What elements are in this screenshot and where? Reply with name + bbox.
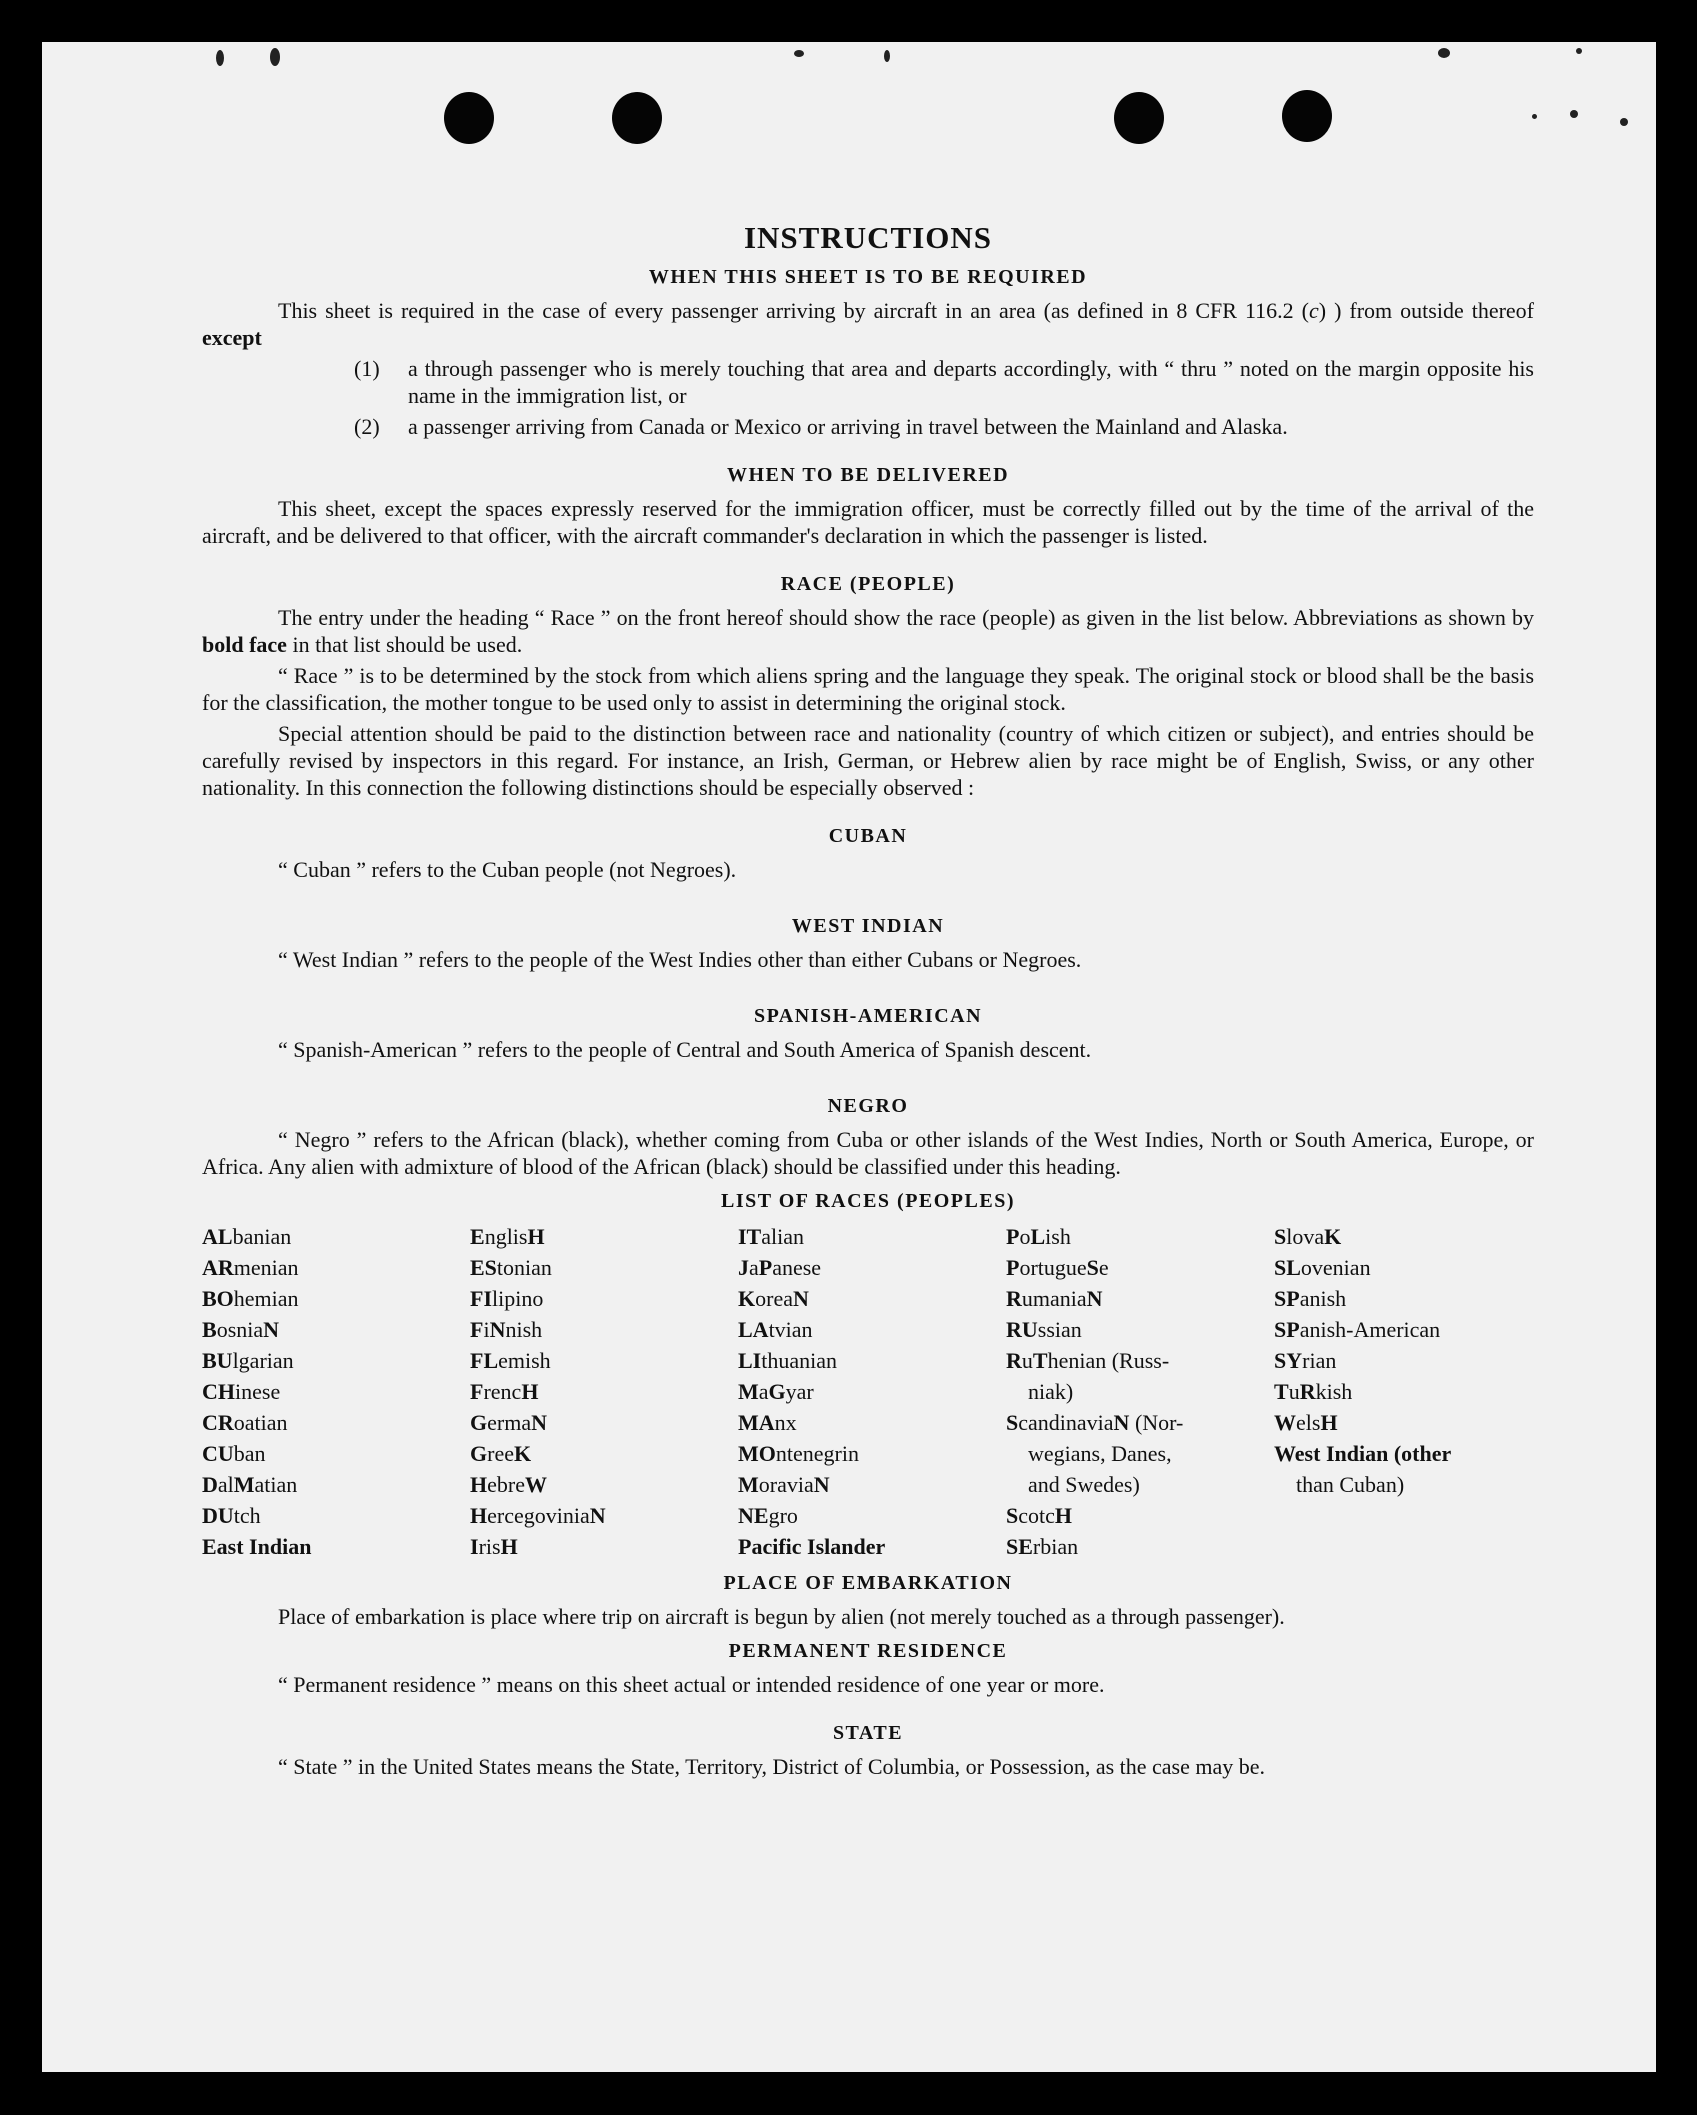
exception-item-1: (1) a through passenger who is merely touching that area and departs accordingly, with “ thru ” noted on the margin opposite his name in the immigration list, or: [354, 356, 1534, 408]
race-entry: SPanish-American: [1274, 1317, 1441, 1342]
speck: [794, 50, 804, 57]
race-entry: than Cuban): [1296, 1472, 1405, 1497]
negro-text: “ Negro ” refers to the African (black), whether coming from Cuba or other islands of the West Indies, North or South America, Europe, or Africa. Any alien with admixture of blood of the African (black) should be classified under this heading.: [202, 1127, 1534, 1179]
page-title: INSTRUCTIONS: [743, 220, 992, 255]
race-entry: FiNnish: [470, 1317, 543, 1342]
document-page: [42, 42, 1656, 2072]
race-paragraph-2: “ Race ” is to be determined by the stock from which aliens spring and the language they speak. The original stock or blood shall be the basis for the classification, the mother tongue to be used only to assist in determining the original stock.: [202, 663, 1534, 715]
race-entry: HebreW: [470, 1472, 547, 1497]
race-entry: wegians, Danes,: [1028, 1441, 1172, 1466]
race-entry: MOntenegrin: [738, 1441, 859, 1466]
heading-embarkation: PLACE OF EMBARKATION: [723, 1572, 1013, 1594]
race-entry: CUban: [202, 1441, 266, 1466]
race-entry: TuRkish: [1274, 1379, 1353, 1404]
heading-race: RACE (PEOPLE): [780, 573, 956, 595]
race-entry: DalMatian: [202, 1472, 298, 1497]
cuban-text: “ Cuban ” refers to the Cuban people (not Negroes).: [278, 857, 737, 882]
heading-list-of-races: LIST OF RACES (PEOPLES): [720, 1190, 1015, 1212]
embarkation-text: Place of embarkation is place where trip on aircraft is begun by alien (not merely touched as a through passenger).: [278, 1604, 1285, 1629]
race-entry: Pacific Islander: [738, 1534, 886, 1559]
races-list: [202, 1221, 1534, 1562]
heading-permanent-residence: PERMANENT RESIDENCE: [728, 1640, 1008, 1662]
race-entry: BUlgarian: [202, 1348, 294, 1373]
race-entry: ScotcH: [1006, 1503, 1073, 1528]
speck: [1570, 110, 1578, 118]
races-column: [1274, 1221, 1534, 1562]
speck: [1576, 48, 1582, 54]
race-entry: EStonian: [470, 1255, 552, 1280]
race-entry: RUssian: [1006, 1317, 1082, 1342]
race-entry: MaGyar: [738, 1379, 814, 1404]
race-entry: ScandinaviaN (Nor-: [1006, 1410, 1184, 1435]
punch-hole: [1282, 90, 1332, 142]
speck: [216, 50, 224, 66]
state-text: “ State ” in the United States means the State, Territory, District of Columbia, or Possession, as the case may be.: [278, 1754, 1266, 1779]
race-entry: SlovaK: [1274, 1224, 1342, 1249]
race-entry: RuThenian (Russ-: [1006, 1348, 1170, 1373]
heading-when-required: WHEN THIS SHEET IS TO BE REQUIRED: [648, 266, 1088, 288]
race-entry: RumaniaN: [1006, 1286, 1103, 1311]
heading-state: STATE: [832, 1722, 904, 1744]
west-indian-text: “ West Indian ” refers to the people of the West Indies other than either Cubans or Negroes.: [278, 947, 1082, 972]
race-entry: SYrian: [1274, 1348, 1337, 1373]
race-entry: HercegoviniaN: [470, 1503, 606, 1528]
race-entry: MAnx: [738, 1410, 797, 1435]
race-entry: ITalian: [738, 1224, 805, 1249]
heading-negro: NEGRO: [827, 1095, 909, 1117]
race-entry: JaPanese: [738, 1255, 822, 1280]
race-entry: LAtvian: [738, 1317, 813, 1342]
races-column: [1006, 1221, 1274, 1562]
race-entry: ALbanian: [202, 1224, 292, 1249]
instructions-content: [202, 172, 1534, 1780]
speck: [884, 50, 890, 62]
spanish-american-text: “ Spanish-American ” refers to the people of Central and South America of Spanish descent.: [278, 1037, 1092, 1062]
race-entry: IrisH: [470, 1534, 518, 1559]
heading-cuban: CUBAN: [828, 825, 908, 847]
race-entry: GreeK: [470, 1441, 532, 1466]
when-delivered-text: This sheet, except the spaces expressly reserved for the immigration officer, must be correctly filled out by the time of the arrival of the aircraft, and be delivered to that officer, with the aircraft commander's declaration in which the passenger is listed.: [202, 496, 1534, 548]
exception-item-2: (2) a passenger arriving from Canada or Mexico or arriving in travel between the Mainland and Alaska.: [354, 414, 1288, 439]
race-entry: WelsH: [1274, 1410, 1338, 1435]
punch-hole: [1114, 92, 1164, 144]
races-column: [738, 1221, 1006, 1562]
race-entry: PortugueSe: [1006, 1255, 1109, 1280]
race-paragraph-3: Special attention should be paid to the distinction between race and nationality (country of which citizen or subject), and entries should be carefully revised by inspectors in this regard. For instance, an Irish, German, or Hebrew alien by race might be of English, Swiss, or any other nationality. In this connection the following distinctions should be especially observed :: [202, 721, 1534, 800]
race-entry: CHinese: [202, 1379, 281, 1404]
race-entry: FrencH: [470, 1379, 539, 1404]
race-entry: MoraviaN: [738, 1472, 830, 1497]
race-entry: SLovenian: [1274, 1255, 1371, 1280]
race-entry: SPanish: [1274, 1286, 1347, 1311]
race-entry: NEgro: [738, 1503, 798, 1528]
race-entry: ARmenian: [202, 1255, 299, 1280]
when-required-intro: This sheet is required in the case of every passenger arriving by aircraft in an area (as defined in 8 CFR 116.2 (c) ) from outside thereof except: [202, 298, 1535, 350]
race-entry: LIthuanian: [738, 1348, 838, 1373]
races-column: [470, 1221, 738, 1562]
heading-spanish-american: SPANISH-AMERICAN: [753, 1005, 983, 1027]
race-entry: KoreaN: [738, 1286, 809, 1311]
permanent-residence-text: “ Permanent residence ” means on this sheet actual or intended residence of one year or more.: [278, 1672, 1105, 1697]
race-entry: BosniaN: [202, 1317, 280, 1342]
race-entry: GermaN: [470, 1410, 547, 1435]
punch-hole: [444, 92, 494, 144]
race-entry: FIlipino: [470, 1286, 544, 1311]
speck: [1438, 48, 1450, 58]
race-entry: East Indian: [202, 1534, 312, 1559]
race-entry: DUtch: [202, 1503, 261, 1528]
race-entry: CRoatian: [202, 1410, 288, 1435]
race-entry: BOhemian: [202, 1286, 299, 1311]
race-entry: EnglisH: [470, 1224, 545, 1249]
race-entry: PoLish: [1006, 1224, 1071, 1249]
races-column: [202, 1221, 470, 1562]
heading-when-delivered: WHEN TO BE DELIVERED: [726, 464, 1010, 486]
race-entry: SErbian: [1006, 1534, 1079, 1559]
heading-west-indian: WEST INDIAN: [791, 915, 945, 937]
speck: [1620, 118, 1628, 126]
race-entry: niak): [1028, 1379, 1074, 1404]
speck: [1532, 114, 1537, 119]
race-entry: and Swedes): [1028, 1472, 1140, 1497]
race-entry: FLemish: [470, 1348, 551, 1373]
race-entry: West Indian (other: [1274, 1441, 1452, 1466]
punch-hole: [612, 92, 662, 144]
race-paragraph-1: The entry under the heading “ Race ” on the front hereof should show the race (people) as given in the list below. Abbreviations as shown by bold face in that list should be used.: [202, 605, 1534, 657]
speck: [270, 48, 280, 66]
